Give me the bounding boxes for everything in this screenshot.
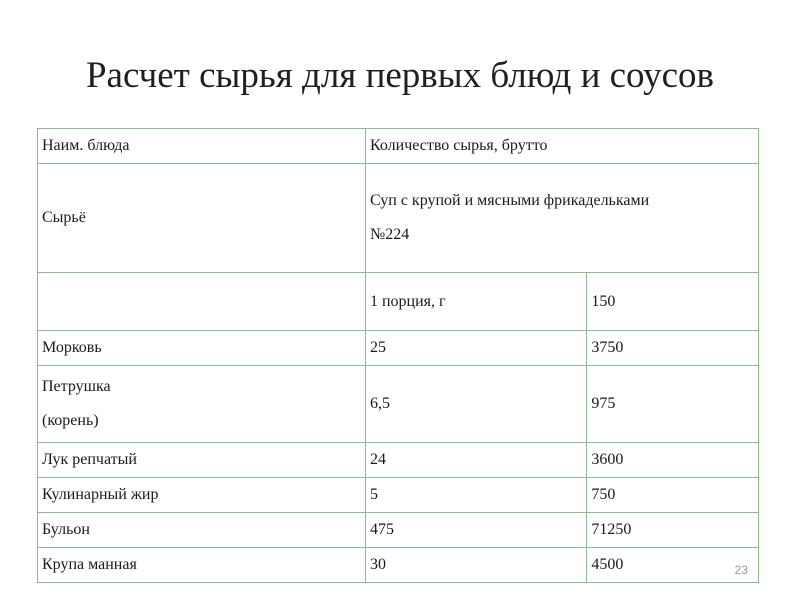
page-number: 23 bbox=[734, 563, 748, 577]
slide-title: Расчет сырья для первых блюд и соусов bbox=[85, 55, 715, 96]
dish-name-line2: №224 bbox=[369, 226, 410, 243]
dish-row bbox=[38, 164, 759, 273]
header-dish-name: Наим. блюда bbox=[38, 129, 366, 164]
ingredient-per-portion: 25 bbox=[365, 331, 586, 366]
ingredient-name-line2: (корень) bbox=[42, 412, 99, 429]
ingredient-total: 975 bbox=[587, 366, 759, 443]
ingredient-total: 3750 bbox=[587, 331, 759, 366]
ingredient-per-portion: 30 bbox=[365, 548, 586, 583]
table-row bbox=[38, 443, 759, 478]
ingredient-per-portion: 24 bbox=[365, 443, 586, 478]
ingredient-total: 4500 bbox=[587, 548, 759, 583]
ingredient-total: 750 bbox=[587, 478, 759, 513]
ingredient-name: Морковь bbox=[38, 331, 366, 366]
ingredient-name: Крупа манная bbox=[38, 548, 366, 583]
ingredient-total: 71250 bbox=[587, 513, 759, 548]
ingredient-name-line1: Петрушка bbox=[42, 378, 111, 395]
table-row bbox=[38, 478, 759, 513]
ingredient-per-portion: 475 bbox=[365, 513, 586, 548]
ingredient-name: Лук репчатый bbox=[38, 443, 366, 478]
ingredient-per-portion: 5 bbox=[365, 478, 586, 513]
portion-count-cell: 150 bbox=[587, 273, 759, 331]
ingredient-name: Бульон bbox=[38, 513, 366, 548]
ingredient-total: 3600 bbox=[587, 443, 759, 478]
ingredient-name bbox=[38, 366, 366, 443]
table-row bbox=[38, 331, 759, 366]
header-raw-quantity: Количество сырья, брутто bbox=[365, 129, 758, 164]
dish-name-cell bbox=[365, 164, 758, 273]
table-row bbox=[38, 366, 759, 443]
ingredient-name: Кулинарный жир bbox=[38, 478, 366, 513]
table-header-row bbox=[38, 129, 759, 164]
portion-empty-cell bbox=[38, 273, 366, 331]
portion-row bbox=[38, 273, 759, 331]
table-row bbox=[38, 548, 759, 583]
table-row bbox=[38, 513, 759, 548]
dish-name-line1: Суп с крупой и мясными фрикадельками bbox=[369, 192, 650, 209]
portion-unit-cell: 1 порция, г bbox=[365, 273, 586, 331]
raw-label-cell: Сырьё bbox=[38, 164, 366, 273]
raw-materials-table bbox=[37, 128, 759, 583]
ingredient-per-portion: 6,5 bbox=[365, 366, 586, 443]
